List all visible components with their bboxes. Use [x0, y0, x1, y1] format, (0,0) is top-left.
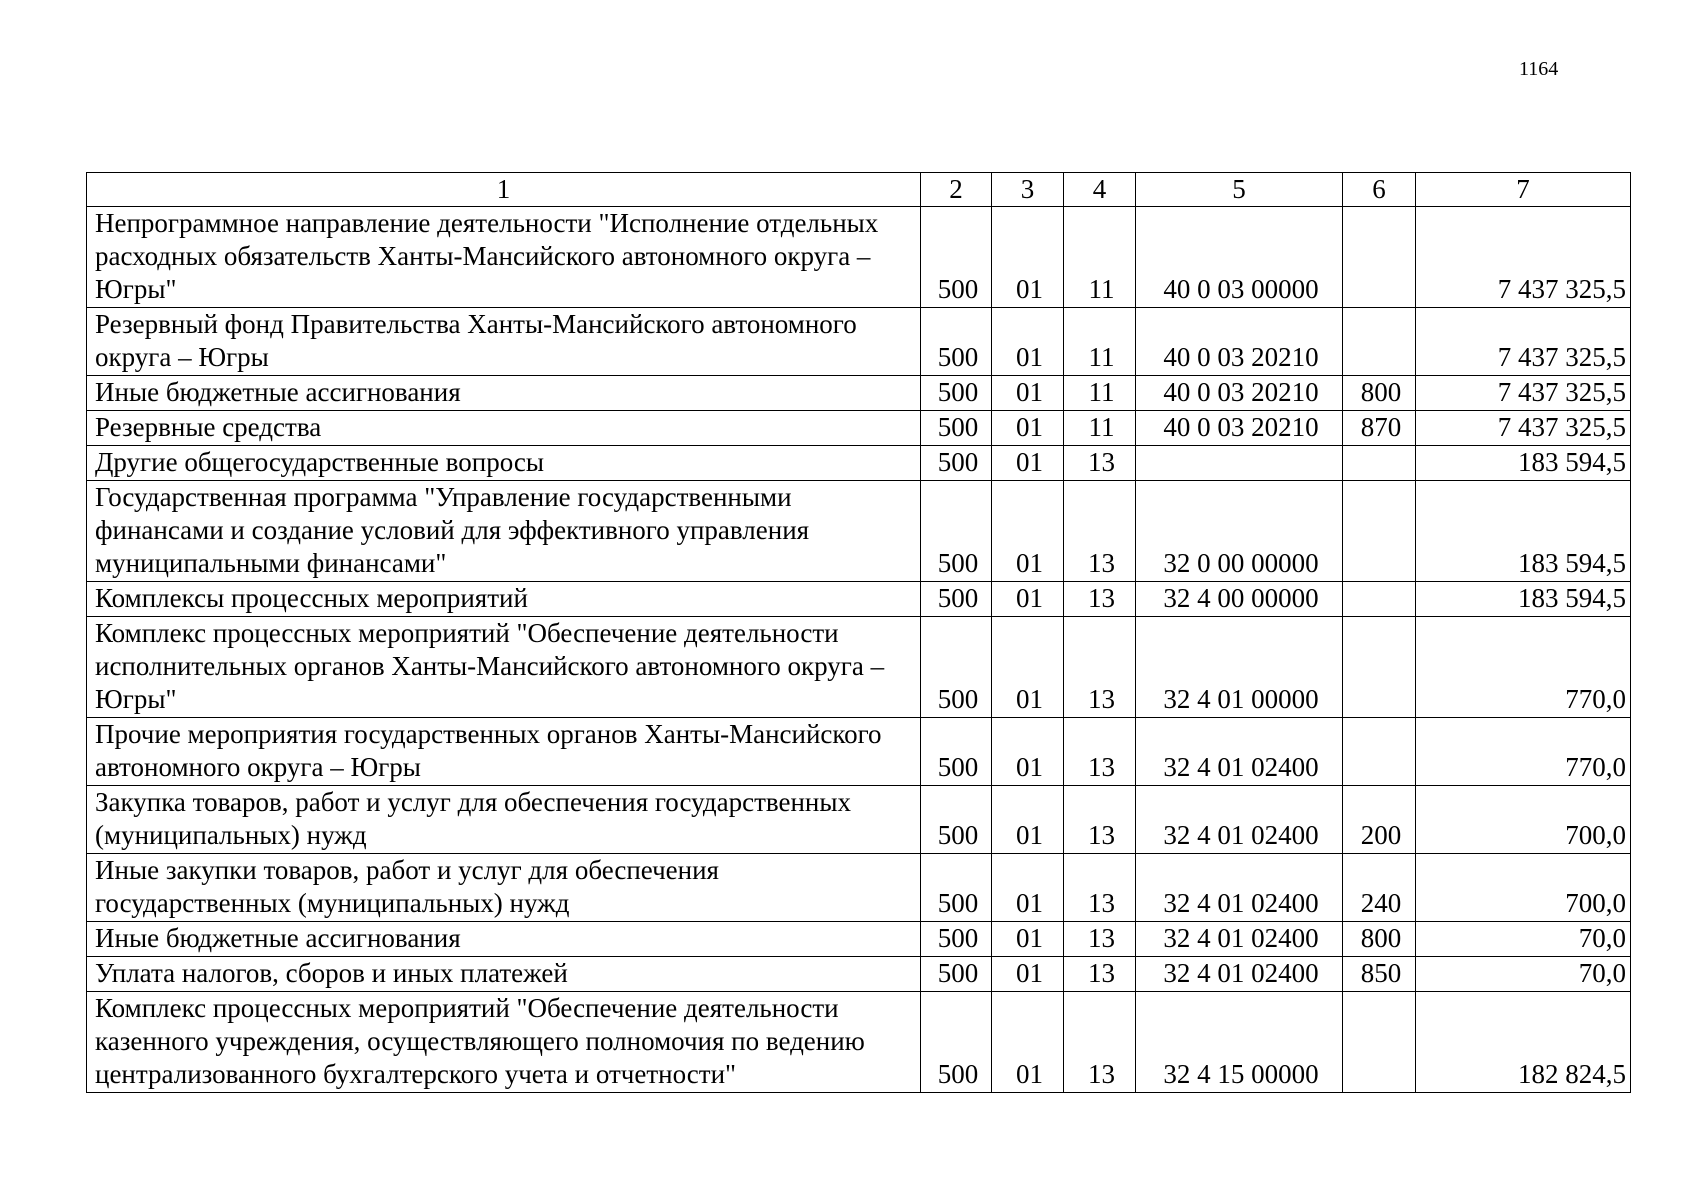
row-subsection: 13: [1064, 481, 1136, 582]
table-row: [87, 992, 1631, 1093]
row-grbs: 500: [921, 481, 992, 582]
row-subsection: 11: [1064, 411, 1136, 446]
row-amount: 700,0: [1416, 854, 1631, 922]
row-grbs: 500: [921, 411, 992, 446]
row-section: 01: [992, 207, 1064, 308]
row-name: Иные бюджетные ассигнования: [87, 922, 921, 957]
row-amount: 70,0: [1416, 957, 1631, 992]
row-grbs: 500: [921, 617, 992, 718]
table-row: [87, 854, 1631, 922]
row-section: 01: [992, 786, 1064, 854]
row-amount: 7 437 325,5: [1416, 308, 1631, 376]
row-name: Прочие мероприятия государственных органов Ханты-Мансийского автономного округа – Югры: [87, 718, 921, 786]
table-row: [87, 481, 1631, 582]
row-target-article: [1136, 446, 1343, 481]
row-grbs: 500: [921, 308, 992, 376]
row-section: 01: [992, 854, 1064, 922]
row-amount: 770,0: [1416, 617, 1631, 718]
row-subsection: 13: [1064, 786, 1136, 854]
row-subsection: 11: [1064, 207, 1136, 308]
row-amount: 700,0: [1416, 786, 1631, 854]
row-section: 01: [992, 376, 1064, 411]
row-expense-type: 870: [1343, 411, 1416, 446]
row-name: Иные бюджетные ассигнования: [87, 376, 921, 411]
budget-table: [86, 172, 1631, 1093]
table-row: [87, 411, 1631, 446]
row-expense-type: 200: [1343, 786, 1416, 854]
row-name: Уплата налогов, сборов и иных платежей: [87, 957, 921, 992]
row-amount: 70,0: [1416, 922, 1631, 957]
header-cell: 1: [87, 173, 921, 207]
table-row: [87, 582, 1631, 617]
row-name: Непрограммное направление деятельности "Исполнение отдельных расходных обязательств Ханты-Мансийского автономного округа – Югры": [87, 207, 921, 308]
row-subsection: 13: [1064, 922, 1136, 957]
row-section: 01: [992, 992, 1064, 1093]
table-row: [87, 446, 1631, 481]
row-section: 01: [992, 481, 1064, 582]
header-cell: 4: [1064, 173, 1136, 207]
page-number: 1164: [1519, 58, 1559, 80]
row-subsection: 13: [1064, 854, 1136, 922]
row-grbs: 500: [921, 207, 992, 308]
header-cell: 7: [1416, 173, 1631, 207]
row-target-article: 32 4 01 00000: [1136, 617, 1343, 718]
row-expense-type: [1343, 582, 1416, 617]
row-section: 01: [992, 582, 1064, 617]
row-target-article: 32 4 15 00000: [1136, 992, 1343, 1093]
row-expense-type: [1343, 718, 1416, 786]
row-expense-type: 800: [1343, 376, 1416, 411]
row-grbs: 500: [921, 376, 992, 411]
row-target-article: 32 0 00 00000: [1136, 481, 1343, 582]
row-subsection: 13: [1064, 992, 1136, 1093]
row-section: 01: [992, 308, 1064, 376]
row-expense-type: [1343, 446, 1416, 481]
row-amount: 7 437 325,5: [1416, 207, 1631, 308]
row-grbs: 500: [921, 582, 992, 617]
row-target-article: 40 0 03 20210: [1136, 376, 1343, 411]
row-expense-type: [1343, 992, 1416, 1093]
row-target-article: 32 4 01 02400: [1136, 957, 1343, 992]
row-grbs: 500: [921, 854, 992, 922]
row-subsection: 11: [1064, 376, 1136, 411]
row-target-article: 40 0 03 20210: [1136, 411, 1343, 446]
row-grbs: 500: [921, 446, 992, 481]
table-row: [87, 718, 1631, 786]
row-section: 01: [992, 411, 1064, 446]
row-target-article: 32 4 00 00000: [1136, 582, 1343, 617]
row-expense-type: 850: [1343, 957, 1416, 992]
row-name: Государственная программа "Управление государственными финансами и создание условий для эффективного управления муниципальными финансами": [87, 481, 921, 582]
row-target-article: 32 4 01 02400: [1136, 922, 1343, 957]
row-name: Закупка товаров, работ и услуг для обеспечения государственных (муниципальных) нужд: [87, 786, 921, 854]
row-expense-type: 800: [1343, 922, 1416, 957]
row-name: Комплексы процессных мероприятий: [87, 582, 921, 617]
row-grbs: 500: [921, 992, 992, 1093]
row-amount: 7 437 325,5: [1416, 411, 1631, 446]
table-row: [87, 617, 1631, 718]
row-expense-type: [1343, 617, 1416, 718]
row-name: Резервный фонд Правительства Ханты-Мансийского автономного округа – Югры: [87, 308, 921, 376]
row-expense-type: 240: [1343, 854, 1416, 922]
row-target-article: 32 4 01 02400: [1136, 718, 1343, 786]
row-expense-type: [1343, 308, 1416, 376]
row-section: 01: [992, 617, 1064, 718]
row-amount: 183 594,5: [1416, 446, 1631, 481]
row-subsection: 11: [1064, 308, 1136, 376]
row-grbs: 500: [921, 786, 992, 854]
row-subsection: 13: [1064, 582, 1136, 617]
row-name: Другие общегосударственные вопросы: [87, 446, 921, 481]
row-subsection: 13: [1064, 446, 1136, 481]
table-row: [87, 376, 1631, 411]
row-target-article: 40 0 03 20210: [1136, 308, 1343, 376]
row-target-article: 32 4 01 02400: [1136, 854, 1343, 922]
table-row: [87, 786, 1631, 854]
row-section: 01: [992, 922, 1064, 957]
table-row: [87, 957, 1631, 992]
row-subsection: 13: [1064, 957, 1136, 992]
header-cell: 2: [921, 173, 992, 207]
header-cell: 3: [992, 173, 1064, 207]
row-name: Комплекс процессных мероприятий "Обеспечение деятельности исполнительных органов Ханты-Мансийского автономного округа – Югры": [87, 617, 921, 718]
row-amount: 183 594,5: [1416, 582, 1631, 617]
row-section: 01: [992, 718, 1064, 786]
row-section: 01: [992, 957, 1064, 992]
row-name: Комплекс процессных мероприятий "Обеспечение деятельности казенного учреждения, осуществляющего полномочия по ведению централизованного бухгалтерского учета и отчетности": [87, 992, 921, 1093]
row-name: Иные закупки товаров, работ и услуг для обеспечения государственных (муниципальных) нужд: [87, 854, 921, 922]
row-amount: 183 594,5: [1416, 481, 1631, 582]
header-cell: 5: [1136, 173, 1343, 207]
row-section: 01: [992, 446, 1064, 481]
row-grbs: 500: [921, 922, 992, 957]
row-subsection: 13: [1064, 617, 1136, 718]
row-target-article: 40 0 03 00000: [1136, 207, 1343, 308]
table-row: [87, 207, 1631, 308]
table-row: [87, 308, 1631, 376]
table-row: [87, 922, 1631, 957]
row-grbs: 500: [921, 718, 992, 786]
row-expense-type: [1343, 481, 1416, 582]
row-amount: 182 824,5: [1416, 992, 1631, 1093]
row-subsection: 13: [1064, 718, 1136, 786]
row-target-article: 32 4 01 02400: [1136, 786, 1343, 854]
header-row: [87, 173, 1631, 207]
row-expense-type: [1343, 207, 1416, 308]
row-amount: 7 437 325,5: [1416, 376, 1631, 411]
row-grbs: 500: [921, 957, 992, 992]
row-name: Резервные средства: [87, 411, 921, 446]
header-cell: 6: [1343, 173, 1416, 207]
row-amount: 770,0: [1416, 718, 1631, 786]
